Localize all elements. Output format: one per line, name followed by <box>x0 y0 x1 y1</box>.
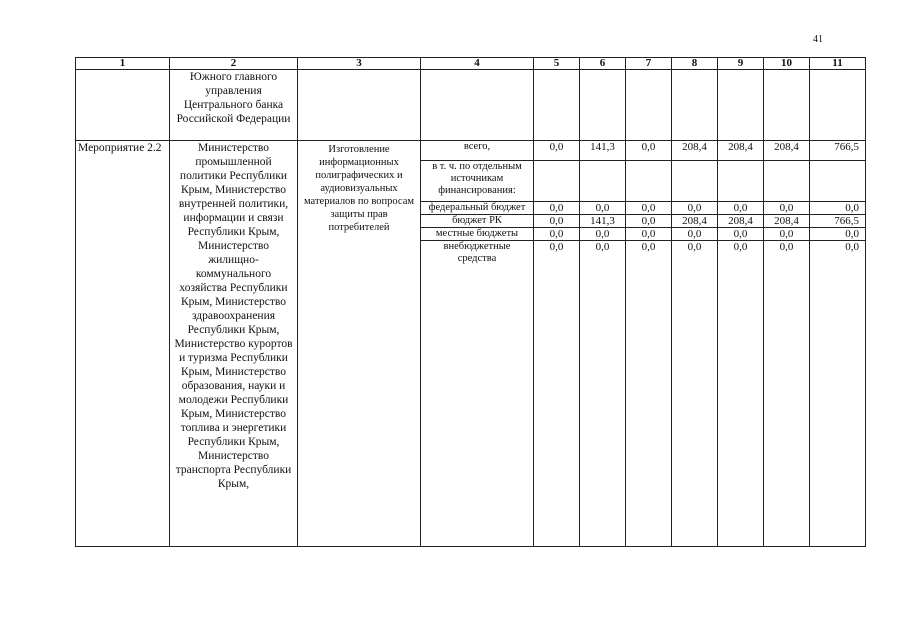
funding-value: 0,0 <box>534 228 580 241</box>
funding-value: 0,0 <box>810 241 866 547</box>
funding-source-label: в т. ч. по отдельным источникам финансирования: <box>421 161 534 202</box>
funding-value <box>810 161 866 202</box>
header-cell: 11 <box>810 58 866 70</box>
table-cell <box>580 70 626 141</box>
header-cell: 8 <box>672 58 718 70</box>
funding-value: 0,0 <box>672 202 718 215</box>
continuation-row <box>76 70 866 141</box>
header-cell: 1 <box>76 58 170 70</box>
funding-value: 0,0 <box>764 241 810 547</box>
program-activities-table <box>75 57 866 547</box>
funding-value <box>718 161 764 202</box>
funding-value: 0,0 <box>626 241 672 547</box>
table-cell <box>626 70 672 141</box>
header-cell: 10 <box>764 58 810 70</box>
funding-value: 766,5 <box>810 215 866 228</box>
page-number: 41 <box>813 34 823 45</box>
funding-row <box>76 141 866 161</box>
header-cell: 6 <box>580 58 626 70</box>
funding-value: 141,3 <box>580 141 626 161</box>
funding-value: 0,0 <box>626 202 672 215</box>
funding-source-label: внебюджетные средства <box>421 241 534 547</box>
header-row <box>76 58 866 70</box>
funding-source-label: бюджет РК <box>421 215 534 228</box>
funding-value: 0,0 <box>626 228 672 241</box>
table-cell <box>764 70 810 141</box>
header-cell: 7 <box>626 58 672 70</box>
activity-executors: Министерство промышленной политики Республики Крым, Министерство внутренней политики, информации и связи Республики Крым, Министерство жилищно-коммунального хозяйства Республики Крым, Министерство здравоохранения Республики Крым, Министерство курортов и туризма Республики Крым, Министерство образования, науки и молодежи Республики Крым, Министерство топлива и энергетики Республики Крым, Министерство транспорта Республики Крым, <box>170 141 298 547</box>
funding-value: 0,0 <box>626 215 672 228</box>
funding-value <box>764 161 810 202</box>
table-cell <box>718 70 764 141</box>
table-cell <box>810 70 866 141</box>
table-cell <box>76 70 170 141</box>
funding-value: 0,0 <box>718 202 764 215</box>
table-cell <box>672 70 718 141</box>
header-cell: 4 <box>421 58 534 70</box>
funding-value: 208,4 <box>718 215 764 228</box>
funding-source-label: федеральный бюджет <box>421 202 534 215</box>
header-cell: 3 <box>298 58 421 70</box>
funding-value: 208,4 <box>764 141 810 161</box>
header-cell: 5 <box>534 58 580 70</box>
funding-value: 208,4 <box>764 215 810 228</box>
funding-value: 141,3 <box>580 215 626 228</box>
funding-value: 208,4 <box>718 141 764 161</box>
funding-value <box>626 161 672 202</box>
activity-description: Изготовление информационных полиграфических и аудиовизуальных материалов по вопросам защиты прав потребителей <box>298 141 421 547</box>
funding-value: 766,5 <box>810 141 866 161</box>
funding-value: 0,0 <box>718 241 764 547</box>
funding-value <box>580 161 626 202</box>
funding-value: 0,0 <box>810 228 866 241</box>
funding-value: 0,0 <box>534 202 580 215</box>
funding-source-label: всего, <box>421 141 534 161</box>
table-cell <box>421 70 534 141</box>
funding-value <box>534 161 580 202</box>
funding-value: 0,0 <box>626 141 672 161</box>
funding-value: 0,0 <box>764 228 810 241</box>
header-cell: 9 <box>718 58 764 70</box>
funding-value: 0,0 <box>672 241 718 547</box>
header-cell: 2 <box>170 58 298 70</box>
funding-value: 0,0 <box>764 202 810 215</box>
funding-value: 0,0 <box>580 202 626 215</box>
funding-value <box>672 161 718 202</box>
activity-id: Мероприятие 2.2 <box>76 141 170 547</box>
funding-value: 0,0 <box>580 241 626 547</box>
funding-value: 0,0 <box>534 241 580 547</box>
funding-value: 208,4 <box>672 215 718 228</box>
funding-value: 208,4 <box>672 141 718 161</box>
funding-value: 0,0 <box>580 228 626 241</box>
table-cell <box>298 70 421 141</box>
funding-value: 0,0 <box>534 141 580 161</box>
continued-executor: Южного главного управления Центрального банка Российской Федерации <box>170 70 298 141</box>
funding-value: 0,0 <box>810 202 866 215</box>
funding-value: 0,0 <box>672 228 718 241</box>
table-cell <box>534 70 580 141</box>
funding-value: 0,0 <box>534 215 580 228</box>
funding-value: 0,0 <box>718 228 764 241</box>
funding-source-label: местные бюджеты <box>421 228 534 241</box>
